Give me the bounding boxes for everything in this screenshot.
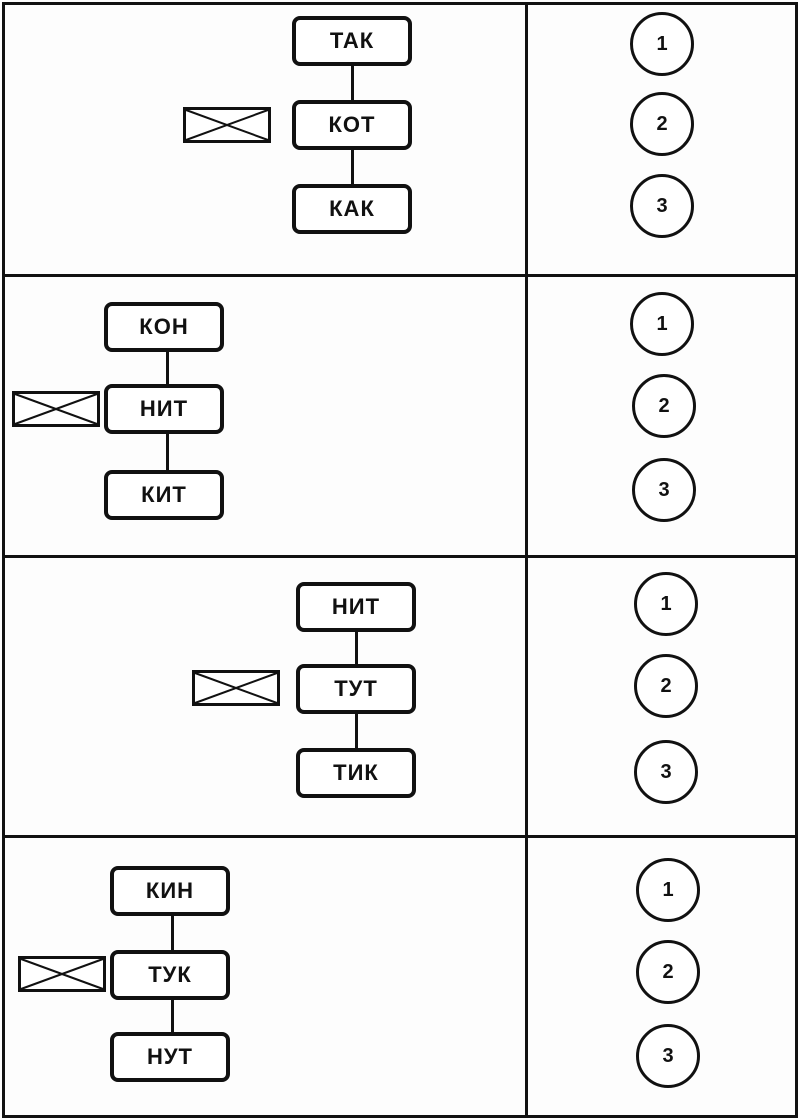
word-card-bottom: ТИК xyxy=(296,748,416,798)
answer-circle-2[interactable]: 2 xyxy=(632,374,696,438)
answer-circle-2[interactable]: 2 xyxy=(630,92,694,156)
connector-line xyxy=(171,914,174,954)
crossed-box-icon xyxy=(183,107,271,143)
word-card-bottom: НУТ xyxy=(110,1032,230,1082)
answer-circle-3[interactable]: 3 xyxy=(630,174,694,238)
word-card-middle: ТУТ xyxy=(296,664,416,714)
answer-circle-3[interactable]: 3 xyxy=(632,458,696,522)
connector-line xyxy=(355,712,358,752)
word-card-middle: КОТ xyxy=(292,100,412,150)
connector-line xyxy=(355,630,358,668)
connector-line xyxy=(351,64,354,104)
connector-line xyxy=(351,148,354,188)
answer-circle-1[interactable]: 1 xyxy=(636,858,700,922)
row-divider xyxy=(2,274,798,277)
answer-circle-3[interactable]: 3 xyxy=(634,740,698,804)
answer-circle-2[interactable]: 2 xyxy=(634,654,698,718)
word-card-middle: ТУК xyxy=(110,950,230,1000)
connector-line xyxy=(166,432,169,474)
row-divider xyxy=(2,555,798,558)
column-divider xyxy=(525,2,528,1118)
word-card-top: КИН xyxy=(110,866,230,916)
crossed-box-icon xyxy=(18,956,106,992)
crossed-box-icon xyxy=(12,391,100,427)
answer-circle-3[interactable]: 3 xyxy=(636,1024,700,1088)
row-divider xyxy=(2,835,798,838)
answer-circle-2[interactable]: 2 xyxy=(636,940,700,1004)
connector-line xyxy=(171,998,174,1036)
word-card-top: ТАК xyxy=(292,16,412,66)
word-card-bottom: КИТ xyxy=(104,470,224,520)
word-card-top: НИТ xyxy=(296,582,416,632)
answer-circle-1[interactable]: 1 xyxy=(630,292,694,356)
crossed-box-icon xyxy=(192,670,280,706)
connector-line xyxy=(166,350,169,388)
word-card-top: КОН xyxy=(104,302,224,352)
answer-circle-1[interactable]: 1 xyxy=(634,572,698,636)
word-card-middle: НИТ xyxy=(104,384,224,434)
answer-circle-1[interactable]: 1 xyxy=(630,12,694,76)
word-card-bottom: КАК xyxy=(292,184,412,234)
